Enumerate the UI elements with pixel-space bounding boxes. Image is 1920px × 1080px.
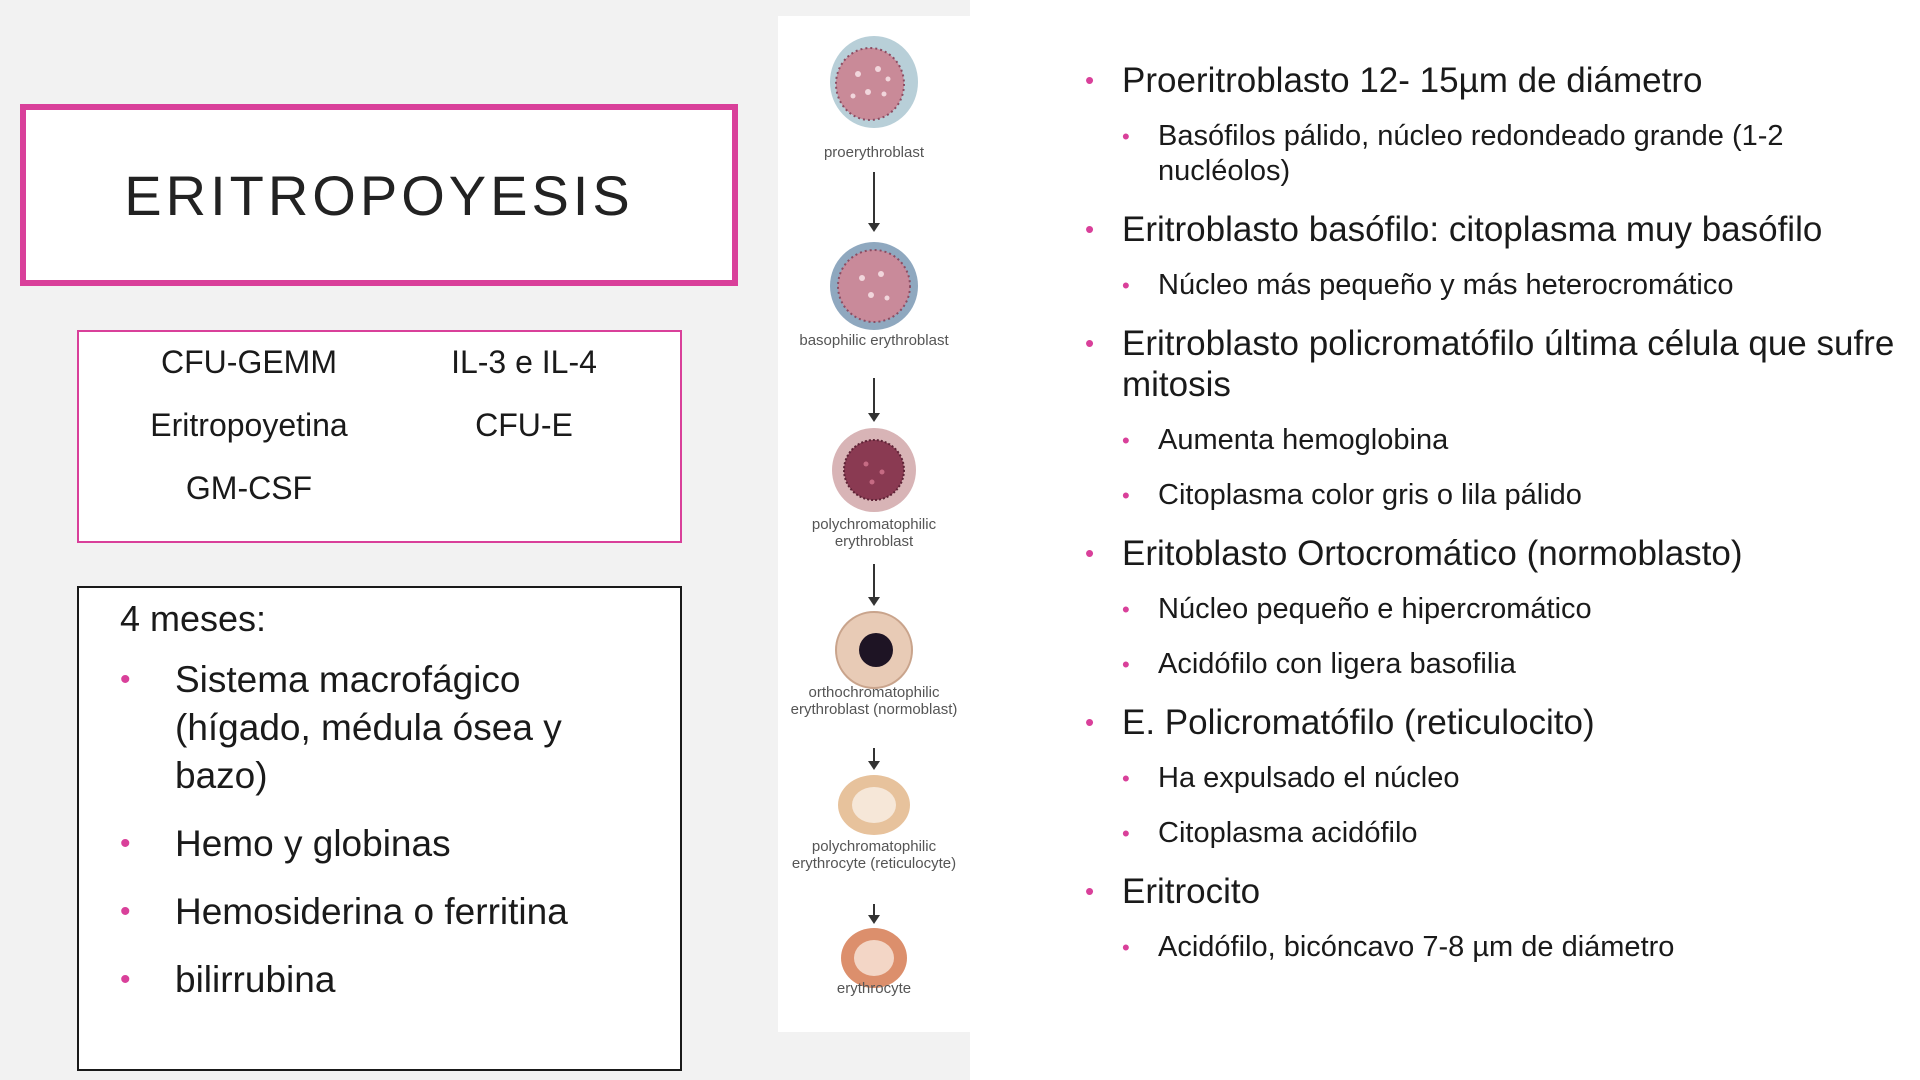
bullet-icon: • — [120, 663, 131, 696]
bullet-icon: • — [1085, 538, 1095, 568]
reticulocyte-cell-icon — [834, 772, 914, 838]
arrow-icon — [873, 748, 875, 768]
list-item: • Núcleo más pequeño y más heterocromático — [1122, 269, 1734, 301]
bullet-icon: • — [1122, 428, 1130, 453]
list-item: • Proeritroblasto 12- 15µm de diámetro — [1085, 61, 1703, 100]
list-item: • Hemo y globinas — [120, 820, 660, 868]
erythropoiesis-diagram — [778, 16, 970, 1032]
list-item: • E. Policromatófilo (reticulocito) — [1085, 703, 1595, 742]
bullet-icon: • — [1085, 214, 1095, 244]
list-item: • Aumenta hemoglobina — [1122, 424, 1449, 456]
basophilic-erythroblast-cell-icon — [829, 240, 919, 332]
bullet-icon: • — [120, 827, 131, 860]
list-item: • Citoplasma color gris o lila pálido — [1122, 479, 1582, 511]
stages-description-list — [1085, 60, 1905, 985]
arrow-icon — [873, 172, 875, 230]
stage-label-basophilic: basophilic erythroblast — [799, 332, 949, 349]
list-item: • Núcleo pequeño e hipercromático — [1122, 593, 1592, 625]
degradation-box — [77, 586, 682, 1071]
proerythroblast-cell-icon — [828, 34, 920, 134]
factor-cfu-e: CFU-E — [475, 407, 573, 443]
list-item: • Basófilos pálido, núcleo redondeado grande (1-2 nucléolos) — [1122, 120, 1784, 187]
bullet-icon: • — [1085, 707, 1095, 737]
list-item: • Ha expulsado el núcleo — [1122, 762, 1460, 794]
degradation-list — [120, 656, 660, 1004]
bullet-icon: • — [1122, 652, 1130, 677]
list-item: • Acidófilo con ligera basofilia — [1122, 648, 1516, 680]
orthochromatophilic-erythroblast-cell-icon — [832, 610, 916, 690]
factor-il3-il4: IL-3 e IL-4 — [451, 344, 597, 380]
bullet-icon: • — [1122, 483, 1130, 508]
bullet-icon: • — [1122, 597, 1130, 622]
bullet-icon: • — [1122, 273, 1130, 298]
factor-gm-csf: GM-CSF — [185, 470, 313, 506]
list-item: • Acidófilo, bicóncavo 7-8 µm de diámetro — [1122, 931, 1675, 963]
stage-label-orthochromatophilic: orthochromatophilic erythroblast (normoblast) — [790, 684, 958, 718]
polychromatophilic-erythroblast-cell-icon — [830, 426, 918, 514]
bullet-icon: • — [120, 963, 131, 996]
slide-title: ERITROPOYESIS — [124, 163, 634, 227]
stage-label-polychromatophilic: polychromatophilic erythroblast — [811, 516, 937, 550]
list-item: • Eritroblasto basófilo: citoplasma muy basófilo — [1085, 210, 1823, 249]
bullet-icon: • — [1122, 124, 1130, 149]
bullet-icon: • — [120, 895, 131, 928]
arrow-icon — [873, 904, 875, 922]
title-box — [20, 104, 738, 286]
factor-eritropoyetina: Eritropoyetina — [150, 407, 348, 443]
bullet-icon: • — [1122, 935, 1130, 960]
factor-cfu-gemm: CFU-GEMM — [161, 344, 337, 380]
list-item: • Hemosiderina o ferritina — [120, 888, 660, 936]
stage-label-erythrocyte: erythrocyte — [836, 980, 912, 997]
bullet-icon: • — [1085, 65, 1095, 95]
degradation-heading: 4 meses: — [120, 598, 267, 639]
list-item: • Eritoblasto Ortocromático (normoblasto) — [1085, 534, 1743, 573]
list-item: • bilirrubina — [120, 956, 660, 1004]
list-item: • Eritrocito — [1085, 872, 1261, 911]
arrow-icon — [873, 564, 875, 604]
factors-box — [77, 330, 682, 543]
stage-label-reticulocyte: polychromatophilic erythrocyte (reticulocyte) — [791, 838, 957, 872]
bullet-icon: • — [1122, 766, 1130, 791]
bullet-icon: • — [1122, 821, 1130, 846]
list-item: • Citoplasma acidófilo — [1122, 817, 1418, 849]
list-item: • Sistema macrofágico (hígado, médula ósea y bazo) — [120, 656, 660, 800]
bullet-icon: • — [1085, 328, 1095, 358]
arrow-icon — [873, 378, 875, 420]
stage-label-proerythroblast: proerythroblast — [823, 144, 925, 161]
list-item: • Eritroblasto policromatófilo última célula que sufre mitosis — [1085, 324, 1895, 404]
bullet-icon: • — [1085, 876, 1095, 906]
